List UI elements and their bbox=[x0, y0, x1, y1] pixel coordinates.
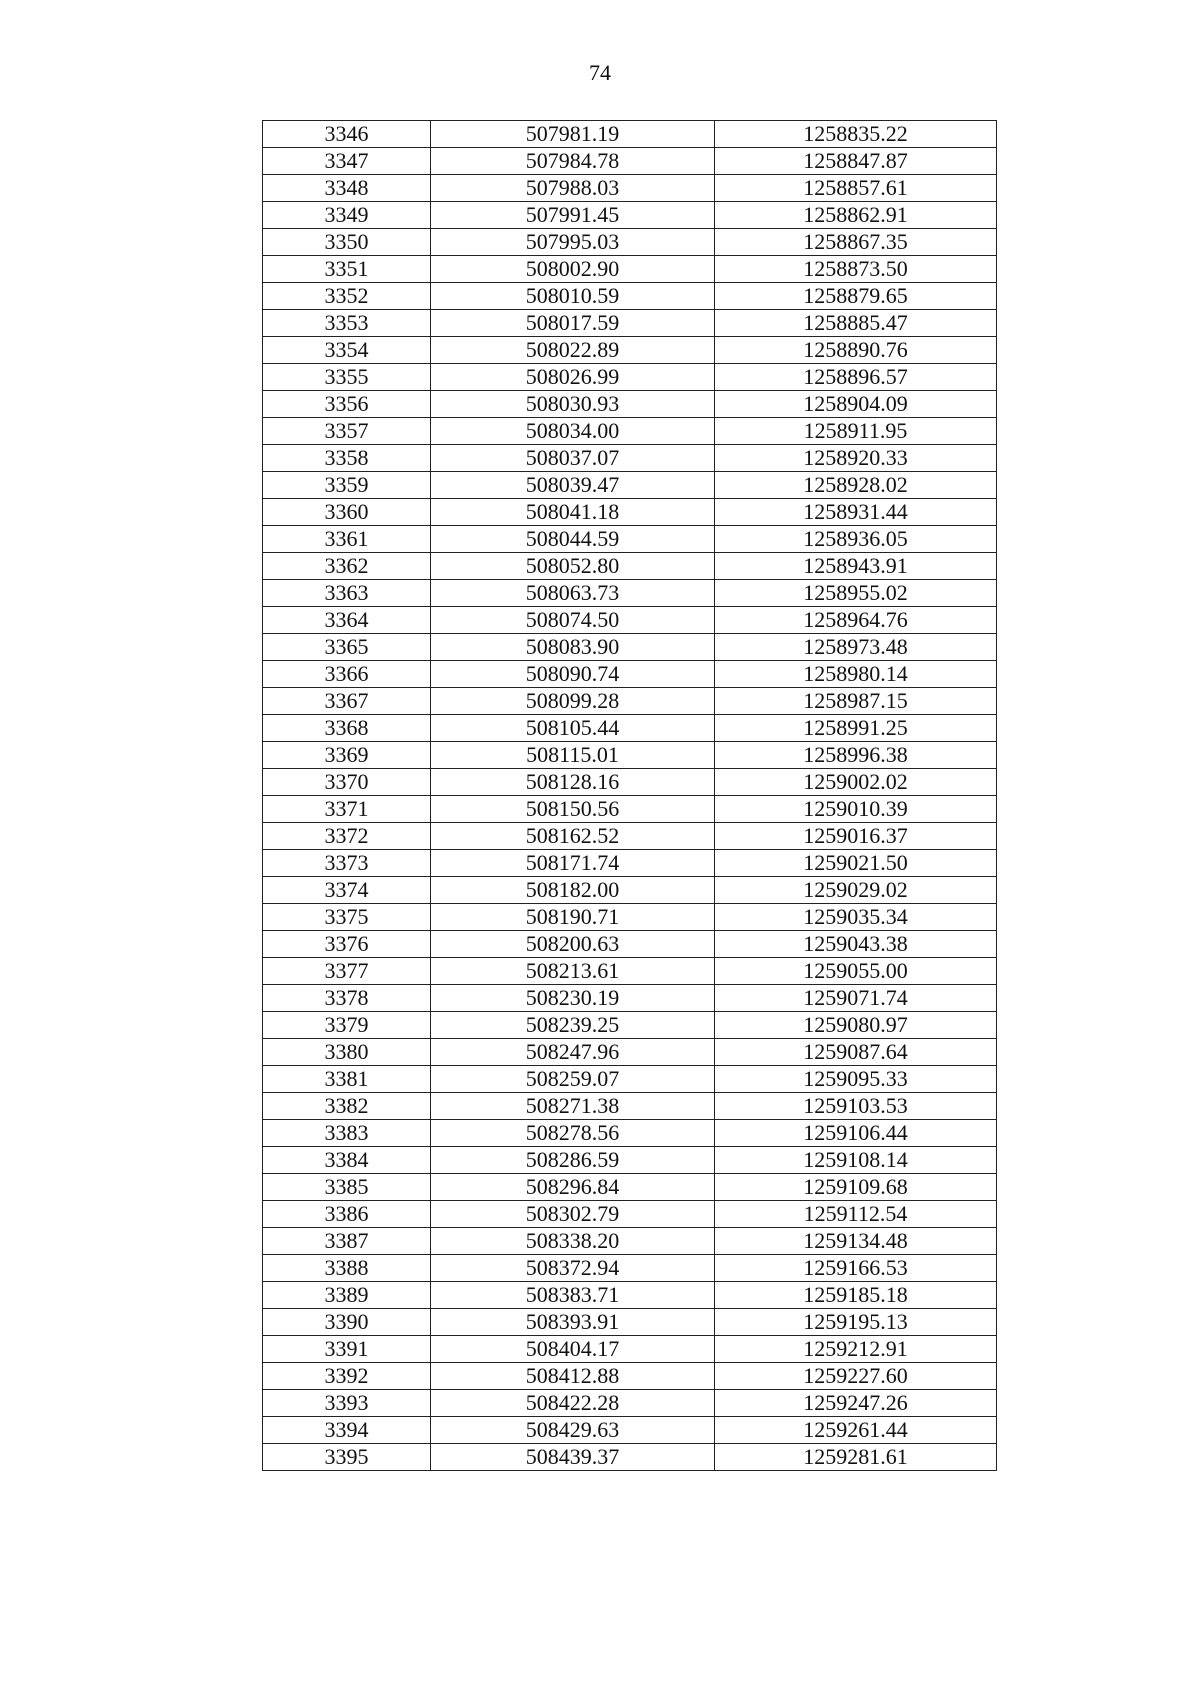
y-coordinate-cell: 1259055.00 bbox=[715, 958, 997, 985]
table-row bbox=[263, 1228, 997, 1255]
x-coordinate-cell: 508171.74 bbox=[431, 850, 715, 877]
x-coordinate-cell: 508247.96 bbox=[431, 1039, 715, 1066]
y-coordinate-cell: 1258931.44 bbox=[715, 499, 997, 526]
y-coordinate-cell: 1258862.91 bbox=[715, 202, 997, 229]
table-row bbox=[263, 769, 997, 796]
table-row bbox=[263, 229, 997, 256]
x-coordinate-cell: 508063.73 bbox=[431, 580, 715, 607]
point-number-cell: 3360 bbox=[263, 499, 431, 526]
x-coordinate-cell: 508302.79 bbox=[431, 1201, 715, 1228]
table-row bbox=[263, 283, 997, 310]
x-coordinate-cell: 508296.84 bbox=[431, 1174, 715, 1201]
y-coordinate-cell: 1258904.09 bbox=[715, 391, 997, 418]
table-row bbox=[263, 850, 997, 877]
table-row bbox=[263, 202, 997, 229]
x-coordinate-cell: 508026.99 bbox=[431, 364, 715, 391]
table-row bbox=[263, 1336, 997, 1363]
table-row bbox=[263, 823, 997, 850]
table-row bbox=[263, 1147, 997, 1174]
table-row bbox=[263, 148, 997, 175]
point-number-cell: 3351 bbox=[263, 256, 431, 283]
point-number-cell: 3350 bbox=[263, 229, 431, 256]
point-number-cell: 3364 bbox=[263, 607, 431, 634]
table-row bbox=[263, 634, 997, 661]
point-number-cell: 3354 bbox=[263, 337, 431, 364]
y-coordinate-cell: 1259071.74 bbox=[715, 985, 997, 1012]
x-coordinate-cell: 508422.28 bbox=[431, 1390, 715, 1417]
y-coordinate-cell: 1258936.05 bbox=[715, 526, 997, 553]
x-coordinate-cell: 508034.00 bbox=[431, 418, 715, 445]
table-row bbox=[263, 256, 997, 283]
y-coordinate-cell: 1258873.50 bbox=[715, 256, 997, 283]
y-coordinate-cell: 1259109.68 bbox=[715, 1174, 997, 1201]
table-row bbox=[263, 1444, 997, 1471]
point-number-cell: 3374 bbox=[263, 877, 431, 904]
point-number-cell: 3385 bbox=[263, 1174, 431, 1201]
y-coordinate-cell: 1259227.60 bbox=[715, 1363, 997, 1390]
y-coordinate-cell: 1259261.44 bbox=[715, 1417, 997, 1444]
y-coordinate-cell: 1259035.34 bbox=[715, 904, 997, 931]
page-number: 74 bbox=[589, 60, 611, 85]
point-number-cell: 3346 bbox=[263, 121, 431, 148]
point-number-cell: 3372 bbox=[263, 823, 431, 850]
x-coordinate-cell: 508383.71 bbox=[431, 1282, 715, 1309]
x-coordinate-cell: 507988.03 bbox=[431, 175, 715, 202]
point-number-cell: 3363 bbox=[263, 580, 431, 607]
point-number-cell: 3389 bbox=[263, 1282, 431, 1309]
x-coordinate-cell: 508052.80 bbox=[431, 553, 715, 580]
table-row bbox=[263, 121, 997, 148]
table-row bbox=[263, 742, 997, 769]
y-coordinate-cell: 1258896.57 bbox=[715, 364, 997, 391]
x-coordinate-cell: 508259.07 bbox=[431, 1066, 715, 1093]
y-coordinate-cell: 1259095.33 bbox=[715, 1066, 997, 1093]
table-row bbox=[263, 175, 997, 202]
point-number-cell: 3356 bbox=[263, 391, 431, 418]
point-number-cell: 3378 bbox=[263, 985, 431, 1012]
coordinates-table-body bbox=[263, 121, 997, 1471]
table-row bbox=[263, 364, 997, 391]
x-coordinate-cell: 508213.61 bbox=[431, 958, 715, 985]
x-coordinate-cell: 508017.59 bbox=[431, 310, 715, 337]
x-coordinate-cell: 508039.47 bbox=[431, 472, 715, 499]
y-coordinate-cell: 1258991.25 bbox=[715, 715, 997, 742]
y-coordinate-cell: 1258920.33 bbox=[715, 445, 997, 472]
point-number-cell: 3379 bbox=[263, 1012, 431, 1039]
x-coordinate-cell: 508286.59 bbox=[431, 1147, 715, 1174]
y-coordinate-cell: 1258885.47 bbox=[715, 310, 997, 337]
point-number-cell: 3362 bbox=[263, 553, 431, 580]
table-row bbox=[263, 1201, 997, 1228]
y-coordinate-cell: 1259010.39 bbox=[715, 796, 997, 823]
y-coordinate-cell: 1259134.48 bbox=[715, 1228, 997, 1255]
table-row bbox=[263, 1039, 997, 1066]
table-row bbox=[263, 958, 997, 985]
table-row bbox=[263, 1255, 997, 1282]
table-row bbox=[263, 1012, 997, 1039]
y-coordinate-cell: 1259281.61 bbox=[715, 1444, 997, 1471]
table-row bbox=[263, 1390, 997, 1417]
x-coordinate-cell: 508030.93 bbox=[431, 391, 715, 418]
y-coordinate-cell: 1259247.26 bbox=[715, 1390, 997, 1417]
point-number-cell: 3368 bbox=[263, 715, 431, 742]
y-coordinate-cell: 1258867.35 bbox=[715, 229, 997, 256]
y-coordinate-cell: 1258996.38 bbox=[715, 742, 997, 769]
point-number-cell: 3365 bbox=[263, 634, 431, 661]
x-coordinate-cell: 507991.45 bbox=[431, 202, 715, 229]
point-number-cell: 3359 bbox=[263, 472, 431, 499]
coordinates-table bbox=[262, 120, 997, 1471]
table-row bbox=[263, 661, 997, 688]
y-coordinate-cell: 1259108.14 bbox=[715, 1147, 997, 1174]
point-number-cell: 3375 bbox=[263, 904, 431, 931]
x-coordinate-cell: 508115.01 bbox=[431, 742, 715, 769]
x-coordinate-cell: 508128.16 bbox=[431, 769, 715, 796]
table-row bbox=[263, 391, 997, 418]
y-coordinate-cell: 1259185.18 bbox=[715, 1282, 997, 1309]
table-row bbox=[263, 499, 997, 526]
table-row bbox=[263, 796, 997, 823]
y-coordinate-cell: 1259002.02 bbox=[715, 769, 997, 796]
point-number-cell: 3381 bbox=[263, 1066, 431, 1093]
table-row bbox=[263, 310, 997, 337]
point-number-cell: 3391 bbox=[263, 1336, 431, 1363]
table-row bbox=[263, 607, 997, 634]
table-row bbox=[263, 1066, 997, 1093]
y-coordinate-cell: 1259112.54 bbox=[715, 1201, 997, 1228]
y-coordinate-cell: 1259106.44 bbox=[715, 1120, 997, 1147]
x-coordinate-cell: 508393.91 bbox=[431, 1309, 715, 1336]
point-number-cell: 3376 bbox=[263, 931, 431, 958]
table-row bbox=[263, 1174, 997, 1201]
table-row bbox=[263, 526, 997, 553]
x-coordinate-cell: 508338.20 bbox=[431, 1228, 715, 1255]
y-coordinate-cell: 1258943.91 bbox=[715, 553, 997, 580]
x-coordinate-cell: 508099.28 bbox=[431, 688, 715, 715]
x-coordinate-cell: 508200.63 bbox=[431, 931, 715, 958]
x-coordinate-cell: 508271.38 bbox=[431, 1093, 715, 1120]
y-coordinate-cell: 1258980.14 bbox=[715, 661, 997, 688]
x-coordinate-cell: 508372.94 bbox=[431, 1255, 715, 1282]
point-number-cell: 3380 bbox=[263, 1039, 431, 1066]
x-coordinate-cell: 508439.37 bbox=[431, 1444, 715, 1471]
x-coordinate-cell: 507981.19 bbox=[431, 121, 715, 148]
y-coordinate-cell: 1259103.53 bbox=[715, 1093, 997, 1120]
point-number-cell: 3348 bbox=[263, 175, 431, 202]
y-coordinate-cell: 1259043.38 bbox=[715, 931, 997, 958]
point-number-cell: 3366 bbox=[263, 661, 431, 688]
x-coordinate-cell: 508239.25 bbox=[431, 1012, 715, 1039]
y-coordinate-cell: 1258890.76 bbox=[715, 337, 997, 364]
x-coordinate-cell: 508010.59 bbox=[431, 283, 715, 310]
x-coordinate-cell: 508278.56 bbox=[431, 1120, 715, 1147]
x-coordinate-cell: 508412.88 bbox=[431, 1363, 715, 1390]
table-row bbox=[263, 1120, 997, 1147]
point-number-cell: 3384 bbox=[263, 1147, 431, 1174]
table-row bbox=[263, 580, 997, 607]
y-coordinate-cell: 1258835.22 bbox=[715, 121, 997, 148]
point-number-cell: 3395 bbox=[263, 1444, 431, 1471]
y-coordinate-cell: 1259021.50 bbox=[715, 850, 997, 877]
point-number-cell: 3387 bbox=[263, 1228, 431, 1255]
x-coordinate-cell: 507995.03 bbox=[431, 229, 715, 256]
y-coordinate-cell: 1259087.64 bbox=[715, 1039, 997, 1066]
table-row bbox=[263, 877, 997, 904]
point-number-cell: 3353 bbox=[263, 310, 431, 337]
table-row bbox=[263, 904, 997, 931]
point-number-cell: 3382 bbox=[263, 1093, 431, 1120]
point-number-cell: 3388 bbox=[263, 1255, 431, 1282]
point-number-cell: 3392 bbox=[263, 1363, 431, 1390]
table-row bbox=[263, 1093, 997, 1120]
table-row bbox=[263, 418, 997, 445]
point-number-cell: 3370 bbox=[263, 769, 431, 796]
x-coordinate-cell: 508182.00 bbox=[431, 877, 715, 904]
x-coordinate-cell: 508404.17 bbox=[431, 1336, 715, 1363]
y-coordinate-cell: 1259080.97 bbox=[715, 1012, 997, 1039]
table-row bbox=[263, 472, 997, 499]
y-coordinate-cell: 1258911.95 bbox=[715, 418, 997, 445]
x-coordinate-cell: 508041.18 bbox=[431, 499, 715, 526]
y-coordinate-cell: 1259212.91 bbox=[715, 1336, 997, 1363]
table-row bbox=[263, 1309, 997, 1336]
point-number-cell: 3355 bbox=[263, 364, 431, 391]
point-number-cell: 3386 bbox=[263, 1201, 431, 1228]
point-number-cell: 3367 bbox=[263, 688, 431, 715]
x-coordinate-cell: 508105.44 bbox=[431, 715, 715, 742]
x-coordinate-cell: 508083.90 bbox=[431, 634, 715, 661]
y-coordinate-cell: 1258847.87 bbox=[715, 148, 997, 175]
x-coordinate-cell: 507984.78 bbox=[431, 148, 715, 175]
point-number-cell: 3390 bbox=[263, 1309, 431, 1336]
table-row bbox=[263, 931, 997, 958]
point-number-cell: 3383 bbox=[263, 1120, 431, 1147]
y-coordinate-cell: 1259016.37 bbox=[715, 823, 997, 850]
x-coordinate-cell: 508037.07 bbox=[431, 445, 715, 472]
y-coordinate-cell: 1258987.15 bbox=[715, 688, 997, 715]
table-row bbox=[263, 688, 997, 715]
y-coordinate-cell: 1259195.13 bbox=[715, 1309, 997, 1336]
x-coordinate-cell: 508022.89 bbox=[431, 337, 715, 364]
table-row bbox=[263, 445, 997, 472]
x-coordinate-cell: 508429.63 bbox=[431, 1417, 715, 1444]
point-number-cell: 3357 bbox=[263, 418, 431, 445]
point-number-cell: 3347 bbox=[263, 148, 431, 175]
x-coordinate-cell: 508150.56 bbox=[431, 796, 715, 823]
point-number-cell: 3373 bbox=[263, 850, 431, 877]
x-coordinate-cell: 508190.71 bbox=[431, 904, 715, 931]
table-row bbox=[263, 553, 997, 580]
x-coordinate-cell: 508230.19 bbox=[431, 985, 715, 1012]
y-coordinate-cell: 1258857.61 bbox=[715, 175, 997, 202]
table-row bbox=[263, 1363, 997, 1390]
table-row bbox=[263, 1417, 997, 1444]
y-coordinate-cell: 1258973.48 bbox=[715, 634, 997, 661]
table-row bbox=[263, 715, 997, 742]
point-number-cell: 3371 bbox=[263, 796, 431, 823]
point-number-cell: 3377 bbox=[263, 958, 431, 985]
y-coordinate-cell: 1259029.02 bbox=[715, 877, 997, 904]
point-number-cell: 3358 bbox=[263, 445, 431, 472]
x-coordinate-cell: 508002.90 bbox=[431, 256, 715, 283]
point-number-cell: 3393 bbox=[263, 1390, 431, 1417]
table-row bbox=[263, 1282, 997, 1309]
x-coordinate-cell: 508090.74 bbox=[431, 661, 715, 688]
point-number-cell: 3349 bbox=[263, 202, 431, 229]
x-coordinate-cell: 508074.50 bbox=[431, 607, 715, 634]
y-coordinate-cell: 1258879.65 bbox=[715, 283, 997, 310]
point-number-cell: 3369 bbox=[263, 742, 431, 769]
x-coordinate-cell: 508162.52 bbox=[431, 823, 715, 850]
point-number-cell: 3361 bbox=[263, 526, 431, 553]
y-coordinate-cell: 1258964.76 bbox=[715, 607, 997, 634]
y-coordinate-cell: 1259166.53 bbox=[715, 1255, 997, 1282]
y-coordinate-cell: 1258955.02 bbox=[715, 580, 997, 607]
point-number-cell: 3352 bbox=[263, 283, 431, 310]
table-row bbox=[263, 985, 997, 1012]
x-coordinate-cell: 508044.59 bbox=[431, 526, 715, 553]
point-number-cell: 3394 bbox=[263, 1417, 431, 1444]
table-row bbox=[263, 337, 997, 364]
y-coordinate-cell: 1258928.02 bbox=[715, 472, 997, 499]
